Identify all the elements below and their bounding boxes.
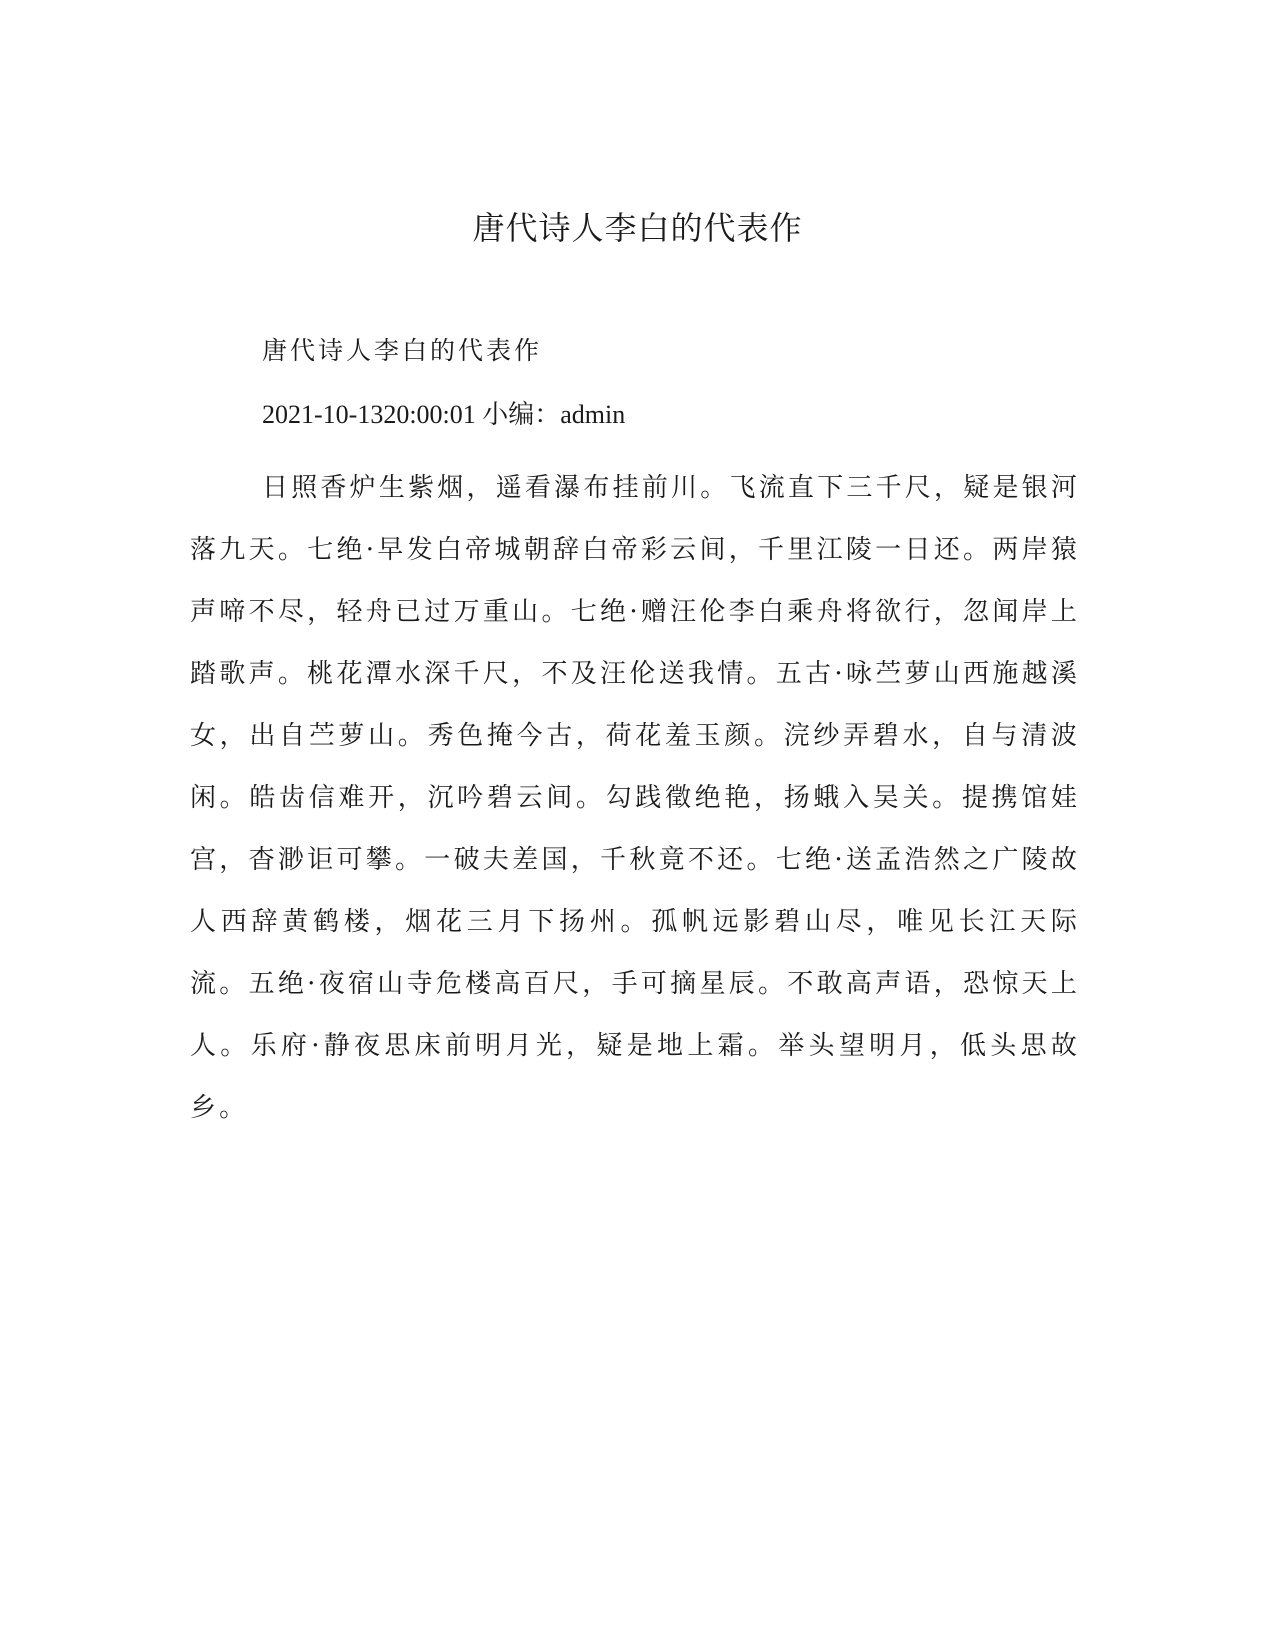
document-title: 唐代诗人李白的代表作 — [472, 209, 803, 247]
document-body: 日照香炉生紫烟，遥看瀑布挂前川。飞流直下三千尺，疑是银河落九天。七绝·早发白帝城朝辞白帝彩云间，千里江陵一日还。两岸猿声啼不尽，轻舟已过万重山。七绝·赠汪伦李白乘舟将欲行，忽闻岸上踏歌声。桃花潭水深千尺，不及汪伦送我情。五古·咏苎萝山西施越溪女，出自苎萝山。秀色掩今古，荷花羞玉颜。浣纱弄碧水，自与清波闲。皓齿信难开，沉吟碧云间。勾践徵绝艳，扬蛾入吴关。提携馆娃宫，杳渺讵可攀。一破夫差国，千秋竟不还。七绝·送孟浩然之广陵故人西辞黄鹤楼，烟花三月下扬州。孤帆远影碧山尽，唯见长江天际流。五绝·夜宿山寺危楼高百尺，手可摘星辰。不敢高声语，恐惊天上人。乐府·静夜思床前明月光，疑是地上霜。举头望明月，低头思故乡。 — [190, 473, 1080, 1123]
document-meta: 2021-10-1320:00:01 小编：admin — [262, 400, 626, 429]
document-subtitle: 唐代诗人李白的代表作 — [262, 336, 543, 365]
